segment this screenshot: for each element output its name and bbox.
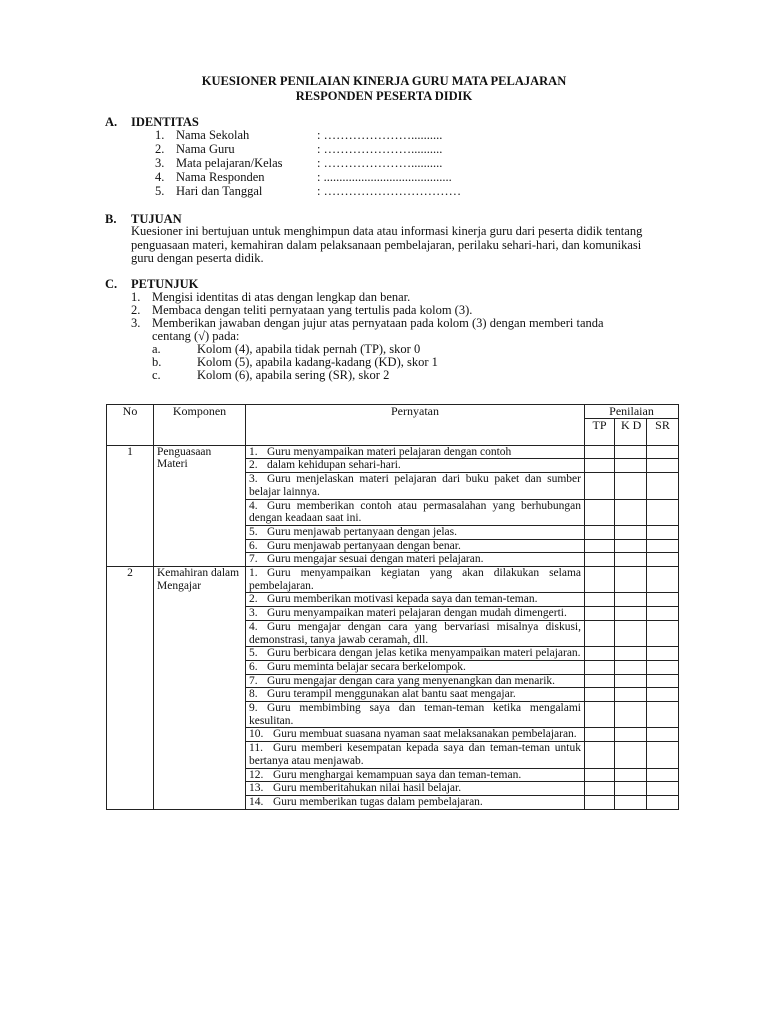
rating-cell-kd[interactable] [615,553,647,567]
rating-cell-tp[interactable] [585,593,615,607]
rating-cell-tp[interactable] [585,647,615,661]
statement-number: 6. [249,660,258,673]
statement-cell [246,567,585,593]
statement-text: Guru mengajar dengan cara yang bervariasi misalnya diskusi, demonstrasi, tanya jawab ceramah, dll. [249,620,581,646]
title-line-2: RESPONDEN PESERTA DIDIK [295,89,473,103]
rating-cell-tp[interactable] [585,525,615,539]
rating-cell-sr[interactable] [647,768,679,782]
statement-cell [246,607,585,621]
statement-cell [246,553,585,567]
rating-cell-tp[interactable] [585,782,615,796]
header-pernyataan: Pernyatan [246,405,585,446]
rating-cell-kd[interactable] [615,525,647,539]
rating-cell-sr[interactable] [647,782,679,796]
rating-cell-tp[interactable] [585,688,615,702]
rating-cell-sr[interactable] [647,525,679,539]
title-line-1: KUESIONER PENILAIAN KINERJA GURU MATA PELAJARAN [201,74,567,88]
rating-cell-kd[interactable] [615,445,647,459]
petunjuk-subitem: b. Kolom (5), apabila kadang-kadang (KD), skor 1 [152,355,438,369]
rating-cell-tp[interactable] [585,620,615,646]
rating-cell-sr[interactable] [647,728,679,742]
statement-text: Guru memberikan contoh atau permasalahan yang berhubungan dengan keadaan saat ini. [249,499,581,525]
identitas-field: 5. Hari dan Tanggal : …………………………… [155,184,462,198]
statement-cell [246,459,585,473]
rating-cell-kd[interactable] [615,742,647,768]
header-kd: K D [615,418,647,445]
petunjuk-subitem: c. Kolom (6), apabila sering (SR), skor 2 [152,368,390,382]
rating-cell-tp[interactable] [585,539,615,553]
statement-cell [246,647,585,661]
statement-number: 4. [249,499,258,512]
rating-cell-sr[interactable] [647,702,679,728]
petunjuk-item: 2. Membaca dengan teliti pernyataan yang tertulis pada kolom (3). [131,303,473,317]
statement-number: 3. [249,607,258,620]
statement-number: 12. [249,768,264,781]
statement-text: Guru meminta belajar secara berkelompok. [267,660,466,673]
statement-text: Guru menghargai kemampuan saya dan teman-teman. [273,768,522,781]
rating-cell-sr[interactable] [647,647,679,661]
rating-cell-kd[interactable] [615,674,647,688]
rating-cell-sr[interactable] [647,620,679,646]
statement-number: 1. [249,445,258,458]
statement-number: 9. [249,702,258,715]
rating-cell-tp[interactable] [585,567,615,593]
table-row [107,567,679,593]
rating-cell-kd[interactable] [615,728,647,742]
rating-cell-sr[interactable] [647,674,679,688]
rating-cell-kd[interactable] [615,647,647,661]
identitas-field: 4. Nama Responden : ......................................... [155,170,452,184]
statement-number: 6. [249,539,258,552]
statement-cell [246,473,585,499]
rating-cell-kd[interactable] [615,473,647,499]
statement-cell [246,445,585,459]
statement-text: Guru memberikan motivasi kepada saya dan teman-teman. [267,593,538,606]
statement-text: dalam kehidupan sehari-hari. [267,459,401,472]
rating-cell-kd[interactable] [615,688,647,702]
statement-number: 1. [249,567,258,580]
table-row [107,445,679,459]
rating-cell-sr[interactable] [647,499,679,525]
statement-text: Guru terampil menggunakan alat bantu saat mengajar. [267,688,516,701]
rating-cell-tp[interactable] [585,795,615,809]
rating-cell-sr[interactable] [647,539,679,553]
rating-cell-sr[interactable] [647,445,679,459]
identitas-field: 3. Mata pelajaran/Kelas : ………………….......... [155,156,443,170]
component-number: 1 [107,445,154,566]
rating-cell-kd[interactable] [615,660,647,674]
statement-text: Guru memberikan tugas dalam pembelajaran. [273,795,483,808]
statement-cell [246,674,585,688]
identitas-field: 1. Nama Sekolah : ………………….......... [155,128,443,142]
rating-cell-kd[interactable] [615,768,647,782]
statement-number: 7. [249,553,258,566]
header-tp: TP [585,418,615,445]
statement-text: Guru mengajar dengan cara yang menyenangkan dan menarik. [267,674,556,687]
statement-number: 11. [249,742,263,755]
statement-cell [246,525,585,539]
statement-number: 5. [249,647,258,660]
statement-text: Guru menjawab pertanyaan dengan jelas. [267,525,457,538]
statement-number: 2. [249,459,258,472]
statement-number: 4. [249,620,258,633]
rating-cell-tp[interactable] [585,445,615,459]
statement-text: Guru menjawab pertanyaan dengan benar. [267,539,461,552]
rating-cell-sr[interactable] [647,553,679,567]
rating-cell-sr[interactable] [647,660,679,674]
rating-cell-tp[interactable] [585,499,615,525]
statement-number: 5. [249,525,258,538]
tujuan-text: Kuesioner ini bertujuan untuk menghimpun data atau informasi kinerja guru dari peserta didik tentang penguasaan materi, kemahiran dalam pelaksanaan pembelajaran, perilaku sehari-hari, dan komunikasi guru dengan peserta didik. [131,224,643,265]
section-tujuan-heading: B. TUJUAN [105,212,182,226]
rating-cell-kd[interactable] [615,593,647,607]
statement-cell [246,782,585,796]
header-no: No [107,405,154,446]
statement-cell [246,768,585,782]
statement-text: Guru membimbing saya dan teman-teman ketika mengalami kesulitan. [249,702,581,727]
rating-cell-kd[interactable] [615,499,647,525]
petunjuk-subitem: a. Kolom (4), apabila tidak pernah (TP), skor 0 [152,342,421,356]
statement-cell [246,499,585,525]
component-name: Penguasaan Materi [154,445,246,566]
statement-cell [246,702,585,728]
rating-cell-kd[interactable] [615,702,647,728]
table-header-row [107,405,679,419]
statement-cell [246,795,585,809]
header-komponen: Komponen [154,405,246,446]
rating-cell-tp[interactable] [585,702,615,728]
component-name: Kemahiran dalam Mengajar [154,567,246,810]
section-petunjuk-heading: C. PETUNJUK [105,277,199,291]
statement-cell [246,620,585,646]
statement-text: Guru menyampaikan kegiatan yang akan dilakukan selama pembelajaran. [249,567,581,592]
statement-number: 10. [249,728,264,741]
document-title [100,74,668,104]
statement-text: Guru memberitahukan nilai hasil belajar. [273,782,462,795]
component-number: 2 [107,567,154,810]
rating-cell-tp[interactable] [585,728,615,742]
statement-number: 8. [249,688,258,701]
rating-cell-kd[interactable] [615,620,647,646]
statement-cell [246,688,585,702]
rating-cell-kd[interactable] [615,607,647,621]
questionnaire-table [106,404,679,810]
rating-cell-tp[interactable] [585,473,615,499]
rating-cell-sr[interactable] [647,688,679,702]
rating-cell-tp[interactable] [585,674,615,688]
rating-cell-tp[interactable] [585,660,615,674]
header-penilaian: Penilaian [585,405,679,419]
statement-text: Guru mengajar sesuai dengan materi pelajaran. [267,553,484,566]
statement-number: 3. [249,473,258,486]
rating-cell-tp[interactable] [585,742,615,768]
rating-cell-sr[interactable] [647,795,679,809]
rating-cell-tp[interactable] [585,459,615,473]
header-sr: SR [647,418,679,445]
rating-cell-sr[interactable] [647,567,679,593]
statement-number: 2. [249,593,258,606]
rating-cell-sr[interactable] [647,593,679,607]
rating-cell-kd[interactable] [615,795,647,809]
statement-number: 7. [249,674,258,687]
section-identitas-heading: A. IDENTITAS [105,115,199,129]
rating-cell-sr[interactable] [647,459,679,473]
statement-text: Guru menyampaikan materi pelajaran dengan mudah dimengerti. [267,607,567,620]
identitas-field: 2. Nama Guru : ………………….......... [155,142,443,156]
statement-text: Guru menyampaikan materi pelajaran dengan contoh [267,445,512,458]
statement-text: Guru berbicara dengan jelas ketika menyampaikan materi pelajaran. [267,647,581,660]
statement-text: Guru memberi kesempatan kepada saya dan teman-teman untuk bertanya atau menjawab. [249,742,581,767]
petunjuk-item: 1. Mengisi identitas di atas dengan lengkap dan benar. [131,290,411,304]
rating-cell-kd[interactable] [615,567,647,593]
statement-number: 14. [249,795,264,808]
rating-cell-tp[interactable] [585,553,615,567]
statement-text: Guru menjelaskan materi pelajaran dari buku paket dan sumber belajar lainnya. [249,473,581,498]
petunjuk-item-continuation: centang (√) pada: [152,329,240,343]
rating-cell-tp[interactable] [585,607,615,621]
rating-cell-kd[interactable] [615,459,647,473]
rating-cell-kd[interactable] [615,782,647,796]
statement-cell [246,660,585,674]
rating-cell-sr[interactable] [647,607,679,621]
rating-cell-kd[interactable] [615,539,647,553]
rating-cell-tp[interactable] [585,768,615,782]
petunjuk-item: 3. Memberikan jawaban dengan jujur atas pernyataan pada kolom (3) dengan memberi tanda [131,316,604,330]
statement-cell [246,728,585,742]
rating-cell-sr[interactable] [647,473,679,499]
statement-cell [246,593,585,607]
rating-cell-sr[interactable] [647,742,679,768]
statement-cell [246,742,585,768]
statement-cell [246,539,585,553]
statement-text: Guru membuat suasana nyaman saat melaksanakan pembelajaran. [273,728,577,741]
statement-number: 13. [249,782,264,795]
